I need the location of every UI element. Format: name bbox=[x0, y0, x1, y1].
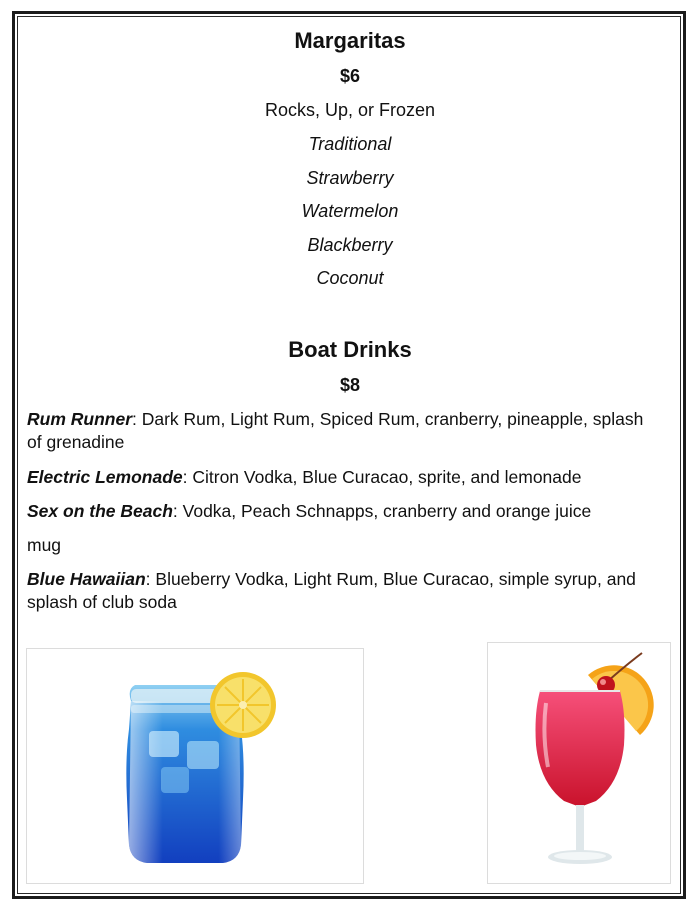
drink-name: Sex on the Beach bbox=[27, 501, 173, 521]
margaritas-price: $6 bbox=[339, 66, 361, 86]
drink-description: Citron Vodka, Blue Curacao, sprite, and lemonade bbox=[187, 467, 582, 487]
drink-description-cont: splash of club soda bbox=[27, 592, 177, 612]
drink-description: Dark Rum, Light Rum, Spiced Rum, cranberry, pineapple, splash bbox=[136, 409, 644, 429]
boat-drinks-title: Boat Drinks bbox=[288, 337, 412, 362]
drink-description: Vodka, Peach Schnapps, cranberry and orange juice bbox=[177, 501, 592, 521]
blue-mason-jar-drink-icon bbox=[27, 649, 363, 883]
margaritas-title: Margaritas bbox=[294, 28, 406, 53]
drink-separator: : bbox=[132, 409, 137, 429]
drink-separator: : bbox=[145, 569, 151, 589]
boat-drinks-price: $8 bbox=[339, 375, 361, 395]
drink-sex-on-the-beach bbox=[27, 500, 677, 523]
drink-description: Blueberry Vodka, Light Rum, Blue Curacao, simple syrup, and bbox=[150, 569, 636, 589]
margarita-flavor: Strawberry bbox=[306, 168, 394, 188]
drink-rum-runner bbox=[27, 408, 677, 454]
margarita-flavor: Traditional bbox=[308, 134, 392, 154]
red-drink-photo bbox=[487, 642, 671, 884]
margarita-flavor: Coconut bbox=[316, 268, 384, 288]
drink-separator: : bbox=[182, 467, 188, 487]
red-hurricane-glass-drink-icon bbox=[488, 643, 670, 883]
drink-electric-lemonade bbox=[27, 466, 677, 489]
stray-note: mug bbox=[27, 535, 62, 555]
drink-name: Electric Lemonade bbox=[27, 467, 183, 487]
drink-blue-hawaiian bbox=[27, 568, 677, 614]
blue-drink-photo bbox=[26, 648, 364, 884]
margarita-flavor: Blackberry bbox=[307, 235, 393, 255]
drink-name: Rum Runner bbox=[27, 409, 132, 429]
drink-description-cont: of grenadine bbox=[27, 432, 125, 452]
drink-name: Blue Hawaiian bbox=[27, 569, 146, 589]
margarita-flavor: Watermelon bbox=[301, 201, 399, 221]
margaritas-styles: Rocks, Up, or Frozen bbox=[264, 100, 436, 120]
drink-separator: : bbox=[172, 501, 178, 521]
